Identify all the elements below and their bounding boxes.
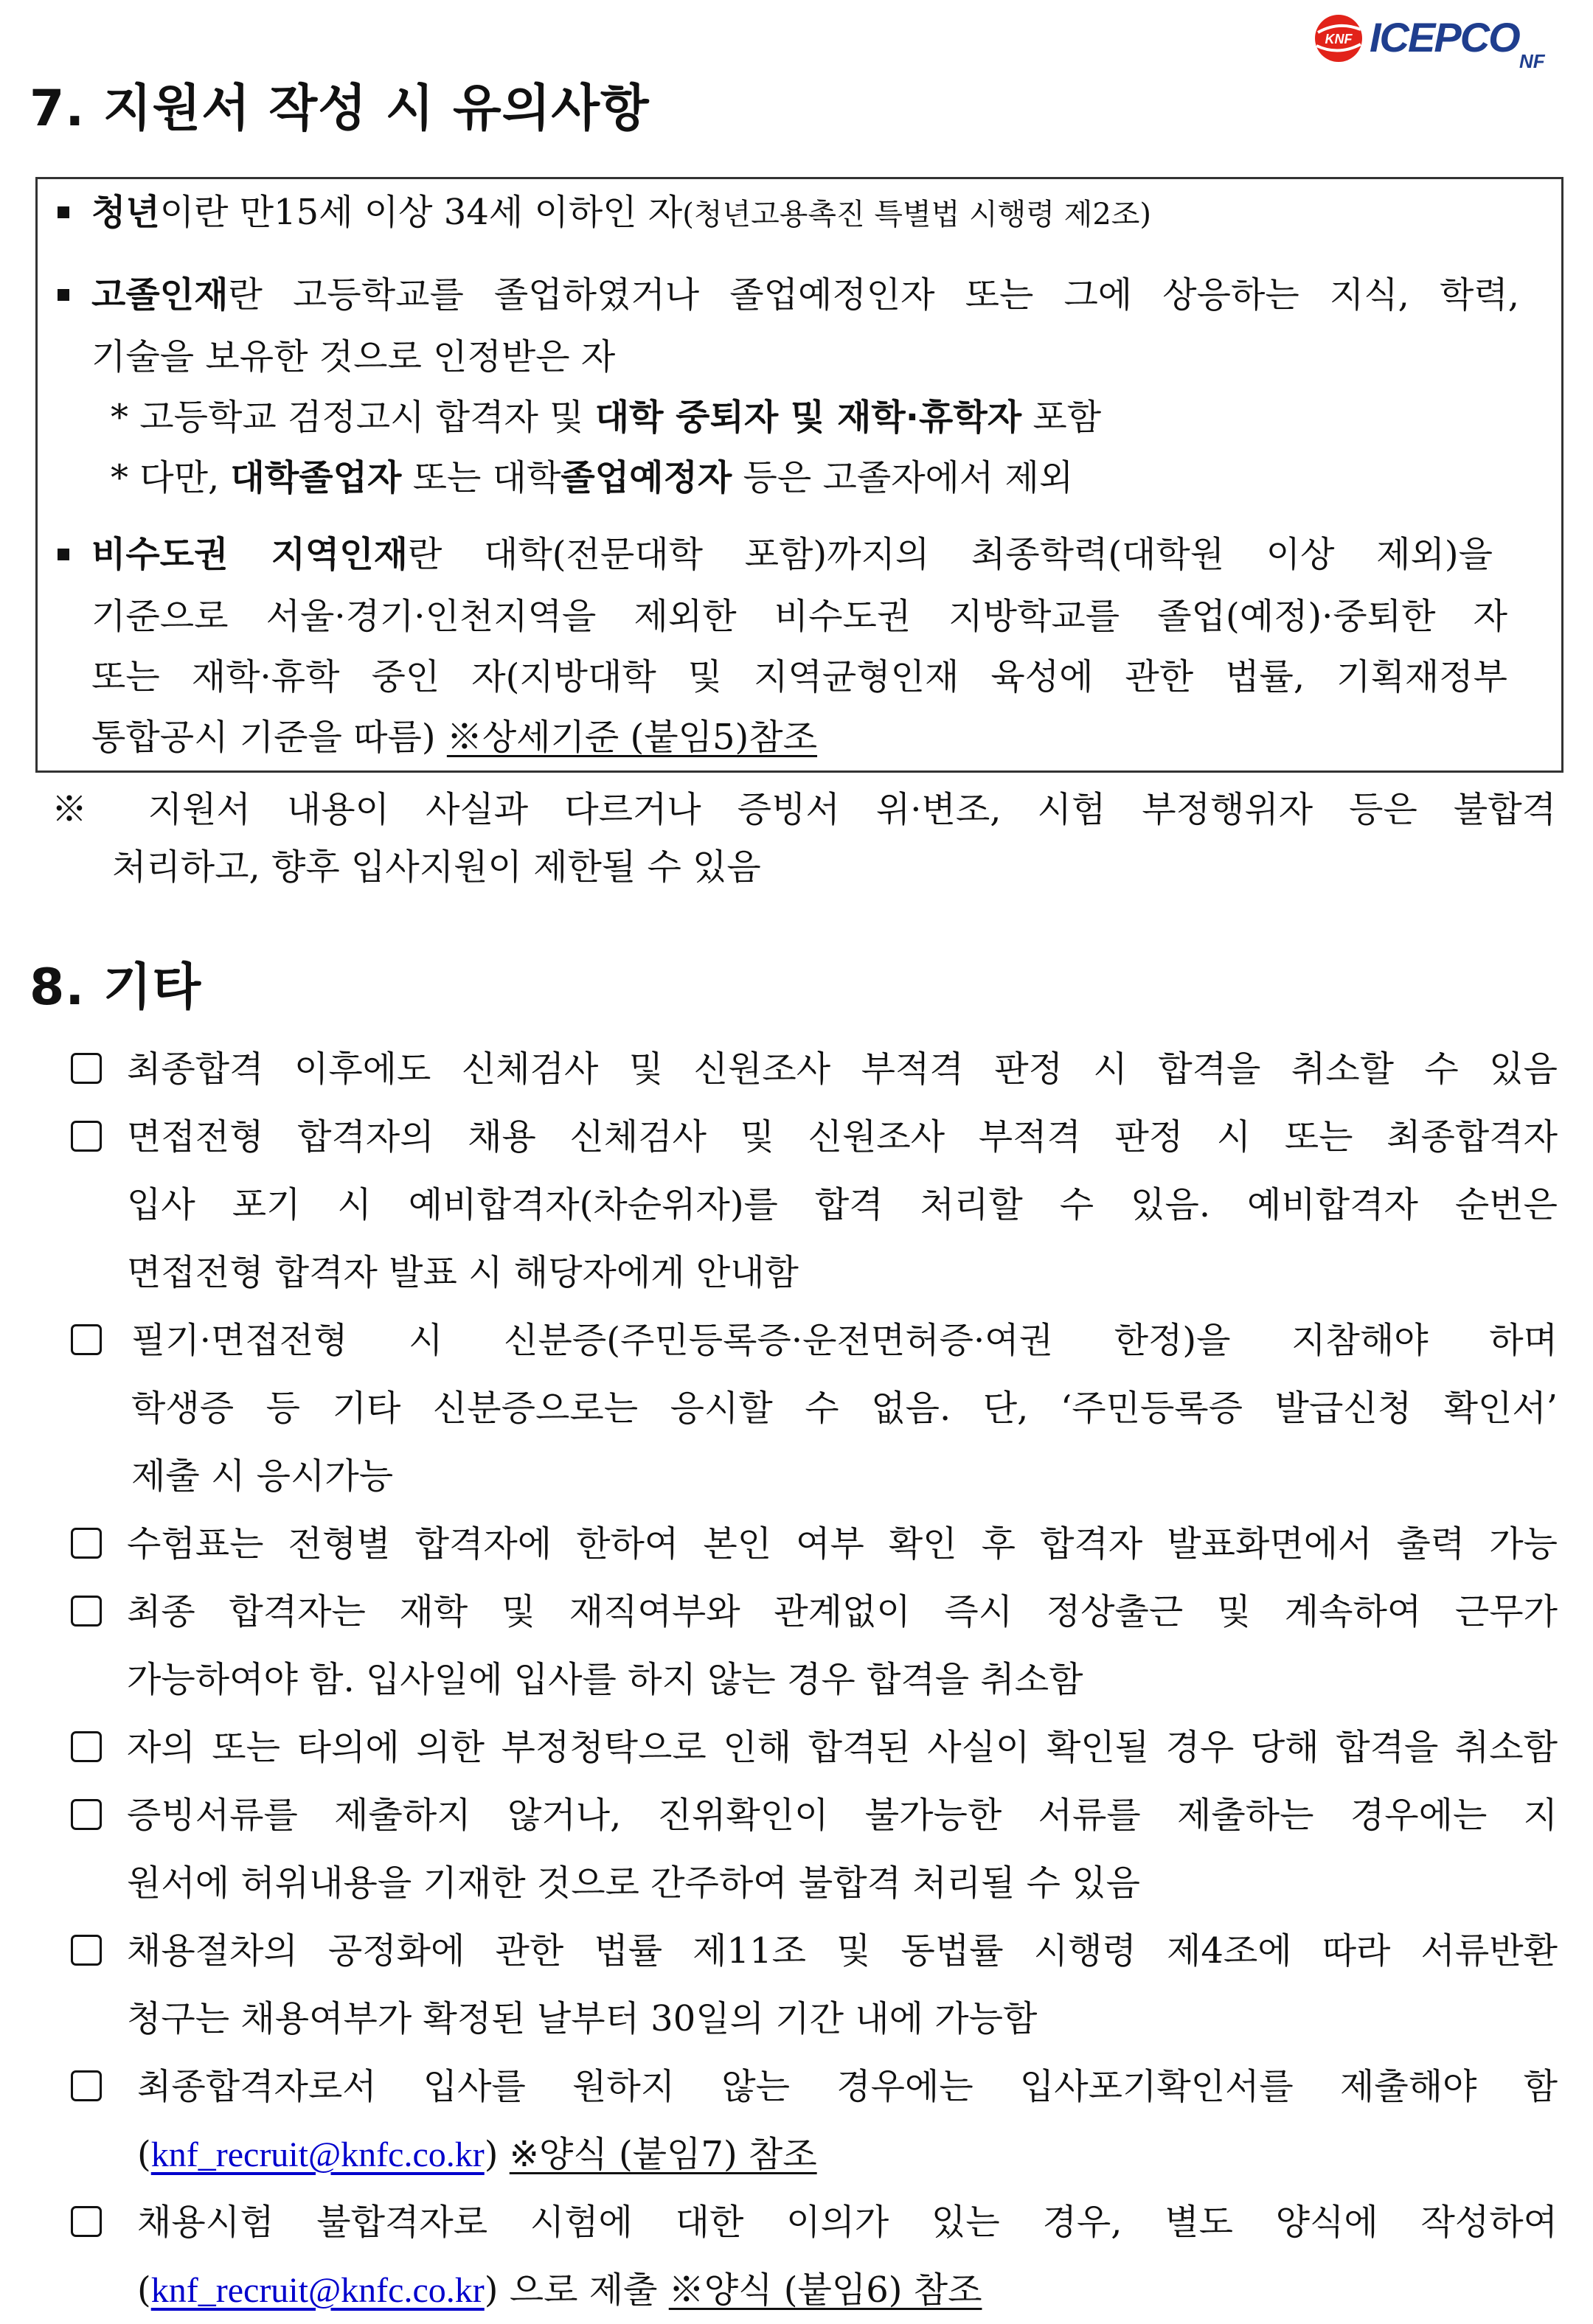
- checkbox-icon: [71, 2206, 102, 2237]
- misc-item-8-line1: 채용절차의 공정화에 관한 법률 제11조 및 동법률 시행령 제4조에 따라 서류반환: [127, 1930, 1558, 1972]
- youth-definition: [91, 190, 1151, 237]
- misc-item-9-line1: 최종합격자로서 입사를 원하지 않는 경우에는 입사포기확인서를 제출해야 함: [137, 2066, 1558, 2107]
- checkbox-icon: [71, 1935, 102, 1966]
- bullet-icon: [58, 206, 69, 218]
- warning-line2: 처리하고, 향후 입사지원이 제한될 수 있음: [112, 846, 761, 888]
- logo-badge-text: KNF: [1325, 32, 1353, 46]
- logo-brand-text: ICEPCO: [1370, 14, 1519, 60]
- misc-item-2-line2: 입사 포기 시 예비합격자(차순위자)를 합격 처리할 수 있음. 예비합격자 순번은: [127, 1184, 1558, 1225]
- form-reference-6: ※양식 (붙임6) 참조: [668, 2269, 982, 2311]
- highschool-line1: 고졸인재란 고등학교를 졸업하였거나 졸업예정인자 또는 그에 상응하는 지식, 학력,: [91, 274, 1519, 316]
- regional-line2: 기준으로 서울·경기·인천지역을 제외한 비수도권 지방학교를 졸업(예정)·중퇴한 자: [91, 596, 1507, 637]
- youth-note: (청년고용촉진 특별법 시행령 제2조): [682, 198, 1152, 232]
- highschool-line2: 기술을 보유한 것으로 인정받은 자: [91, 336, 616, 378]
- misc-item-2-line1: 면접전형 합격자의 채용 신체검사 및 신원조사 부적격 판정 시 또는 최종합격자: [127, 1116, 1558, 1158]
- checkbox-icon: [71, 1324, 102, 1355]
- misc-item-9-line2: (knf_recruit@knfc.co.kr) ※양식 (붙임7) 참조: [137, 2134, 817, 2175]
- logo-sub-text: NF: [1519, 50, 1545, 69]
- misc-item-7-line1: 증빙서류를 제출하지 않거나, 진위확인이 불가능한 서류를 제출하는 경우에는 지: [127, 1795, 1558, 1836]
- recruit-email-link[interactable]: knf_recruit@knfc.co.kr: [150, 2135, 485, 2174]
- highschool-note2: * 다만, 대학졸업자 또는 대학졸업예정자 등은 고졸자에서 제외: [111, 457, 1074, 498]
- warning-line1: ※ 지원서 내용이 사실과 다르거나 증빙서 위·변조, 시험 부정행위자 등은 불합격: [52, 789, 1556, 830]
- youth-text: 이란 만15세 이상 34세 이하인 자: [159, 192, 683, 233]
- highschool-term: 고졸인재: [91, 274, 229, 316]
- misc-item-5-line2: 가능하여야 함. 입사일에 입사를 하지 않는 경우 합격을 취소함: [127, 1659, 1083, 1700]
- checkbox-icon: [71, 1731, 102, 1762]
- highschool-note1: * 고등학교 검정고시 합격자 및 대학 중퇴자 및 재학·휴학자 포함: [111, 397, 1102, 438]
- checkbox-icon: [71, 1121, 102, 1152]
- recruit-email-link[interactable]: knf_recruit@knfc.co.kr: [150, 2271, 485, 2310]
- form-reference-7: ※양식 (붙임7) 참조: [509, 2134, 817, 2175]
- checkbox-icon: [71, 1596, 102, 1627]
- misc-item-3-line3: 제출 시 응시가능: [131, 1455, 394, 1497]
- misc-item-5-line1: 최종 합격자는 재학 및 재직여부와 관계없이 즉시 정상출근 및 계속하여 근무가: [127, 1591, 1558, 1632]
- kepco-nf-logo: [1309, 10, 1560, 69]
- section8-title: 8. 기타: [30, 959, 202, 1017]
- regional-line4: 통합공시 기준을 따름) ※상세기준 (붙임5)참조: [91, 717, 818, 758]
- misc-item-2-line3: 면접전형 합격자 발표 시 해당자에게 안내함: [127, 1252, 799, 1293]
- misc-item-7-line2: 원서에 허위내용을 기재한 것으로 간주하여 불합격 처리될 수 있음: [127, 1862, 1141, 1904]
- regional-term: 비수도권 지역인재: [91, 534, 409, 575]
- misc-item-10-line1: 채용시험 불합격자로 시험에 대한 이의가 있는 경우, 별도 양식에 작성하여: [137, 2202, 1558, 2243]
- bullet-icon: [58, 549, 69, 560]
- section7-title: 7. 지원서 작성 시 유의사항: [30, 80, 650, 138]
- misc-item-10-line2: (knf_recruit@knfc.co.kr) 으로 제출 ※양식 (붙임6) 참조: [137, 2269, 982, 2311]
- detail-criteria-reference: ※상세기준 (붙임5)참조: [446, 717, 818, 758]
- regional-line3: 또는 재학·휴학 중인 자(지방대학 및 지역균형인재 육성에 관한 법률, 기획재정부: [91, 656, 1507, 697]
- misc-item-1-line1: 최종합격 이후에도 신체검사 및 신원조사 부적격 판정 시 합격을 취소할 수 있음: [127, 1048, 1558, 1090]
- bullet-icon: [58, 289, 69, 301]
- checkbox-icon: [71, 1528, 102, 1559]
- checkbox-icon: [71, 2070, 102, 2101]
- misc-item-3-line1: 필기·면접전형 시 신분증(주민등록증·운전면허증·여권 한정)을 지참해야 하며: [131, 1320, 1558, 1361]
- misc-item-8-line2: 청구는 채용여부가 확정된 날부터 30일의 기간 내에 가능함: [127, 1998, 1038, 2039]
- misc-item-4-line1: 수험표는 전형별 합격자에 한하여 본인 여부 확인 후 합격자 발표화면에서 출력 가능: [127, 1523, 1558, 1565]
- youth-term: 청년: [91, 192, 160, 233]
- checkbox-icon: [71, 1799, 102, 1830]
- misc-item-3-line2: 학생증 등 기타 신분증으로는 응시할 수 없음. 단, ‘주민등록증 발급신청 확인서’: [131, 1388, 1558, 1429]
- regional-line1: 비수도권 지역인재란 대학(전문대학 포함)까지의 최종학력(대학원 이상 제외)을: [91, 534, 1493, 575]
- misc-item-6-line1: 자의 또는 타의에 의한 부정청탁으로 인해 합격된 사실이 확인될 경우 당해 합격을 취소함: [127, 1727, 1558, 1768]
- checkbox-icon: [71, 1053, 102, 1084]
